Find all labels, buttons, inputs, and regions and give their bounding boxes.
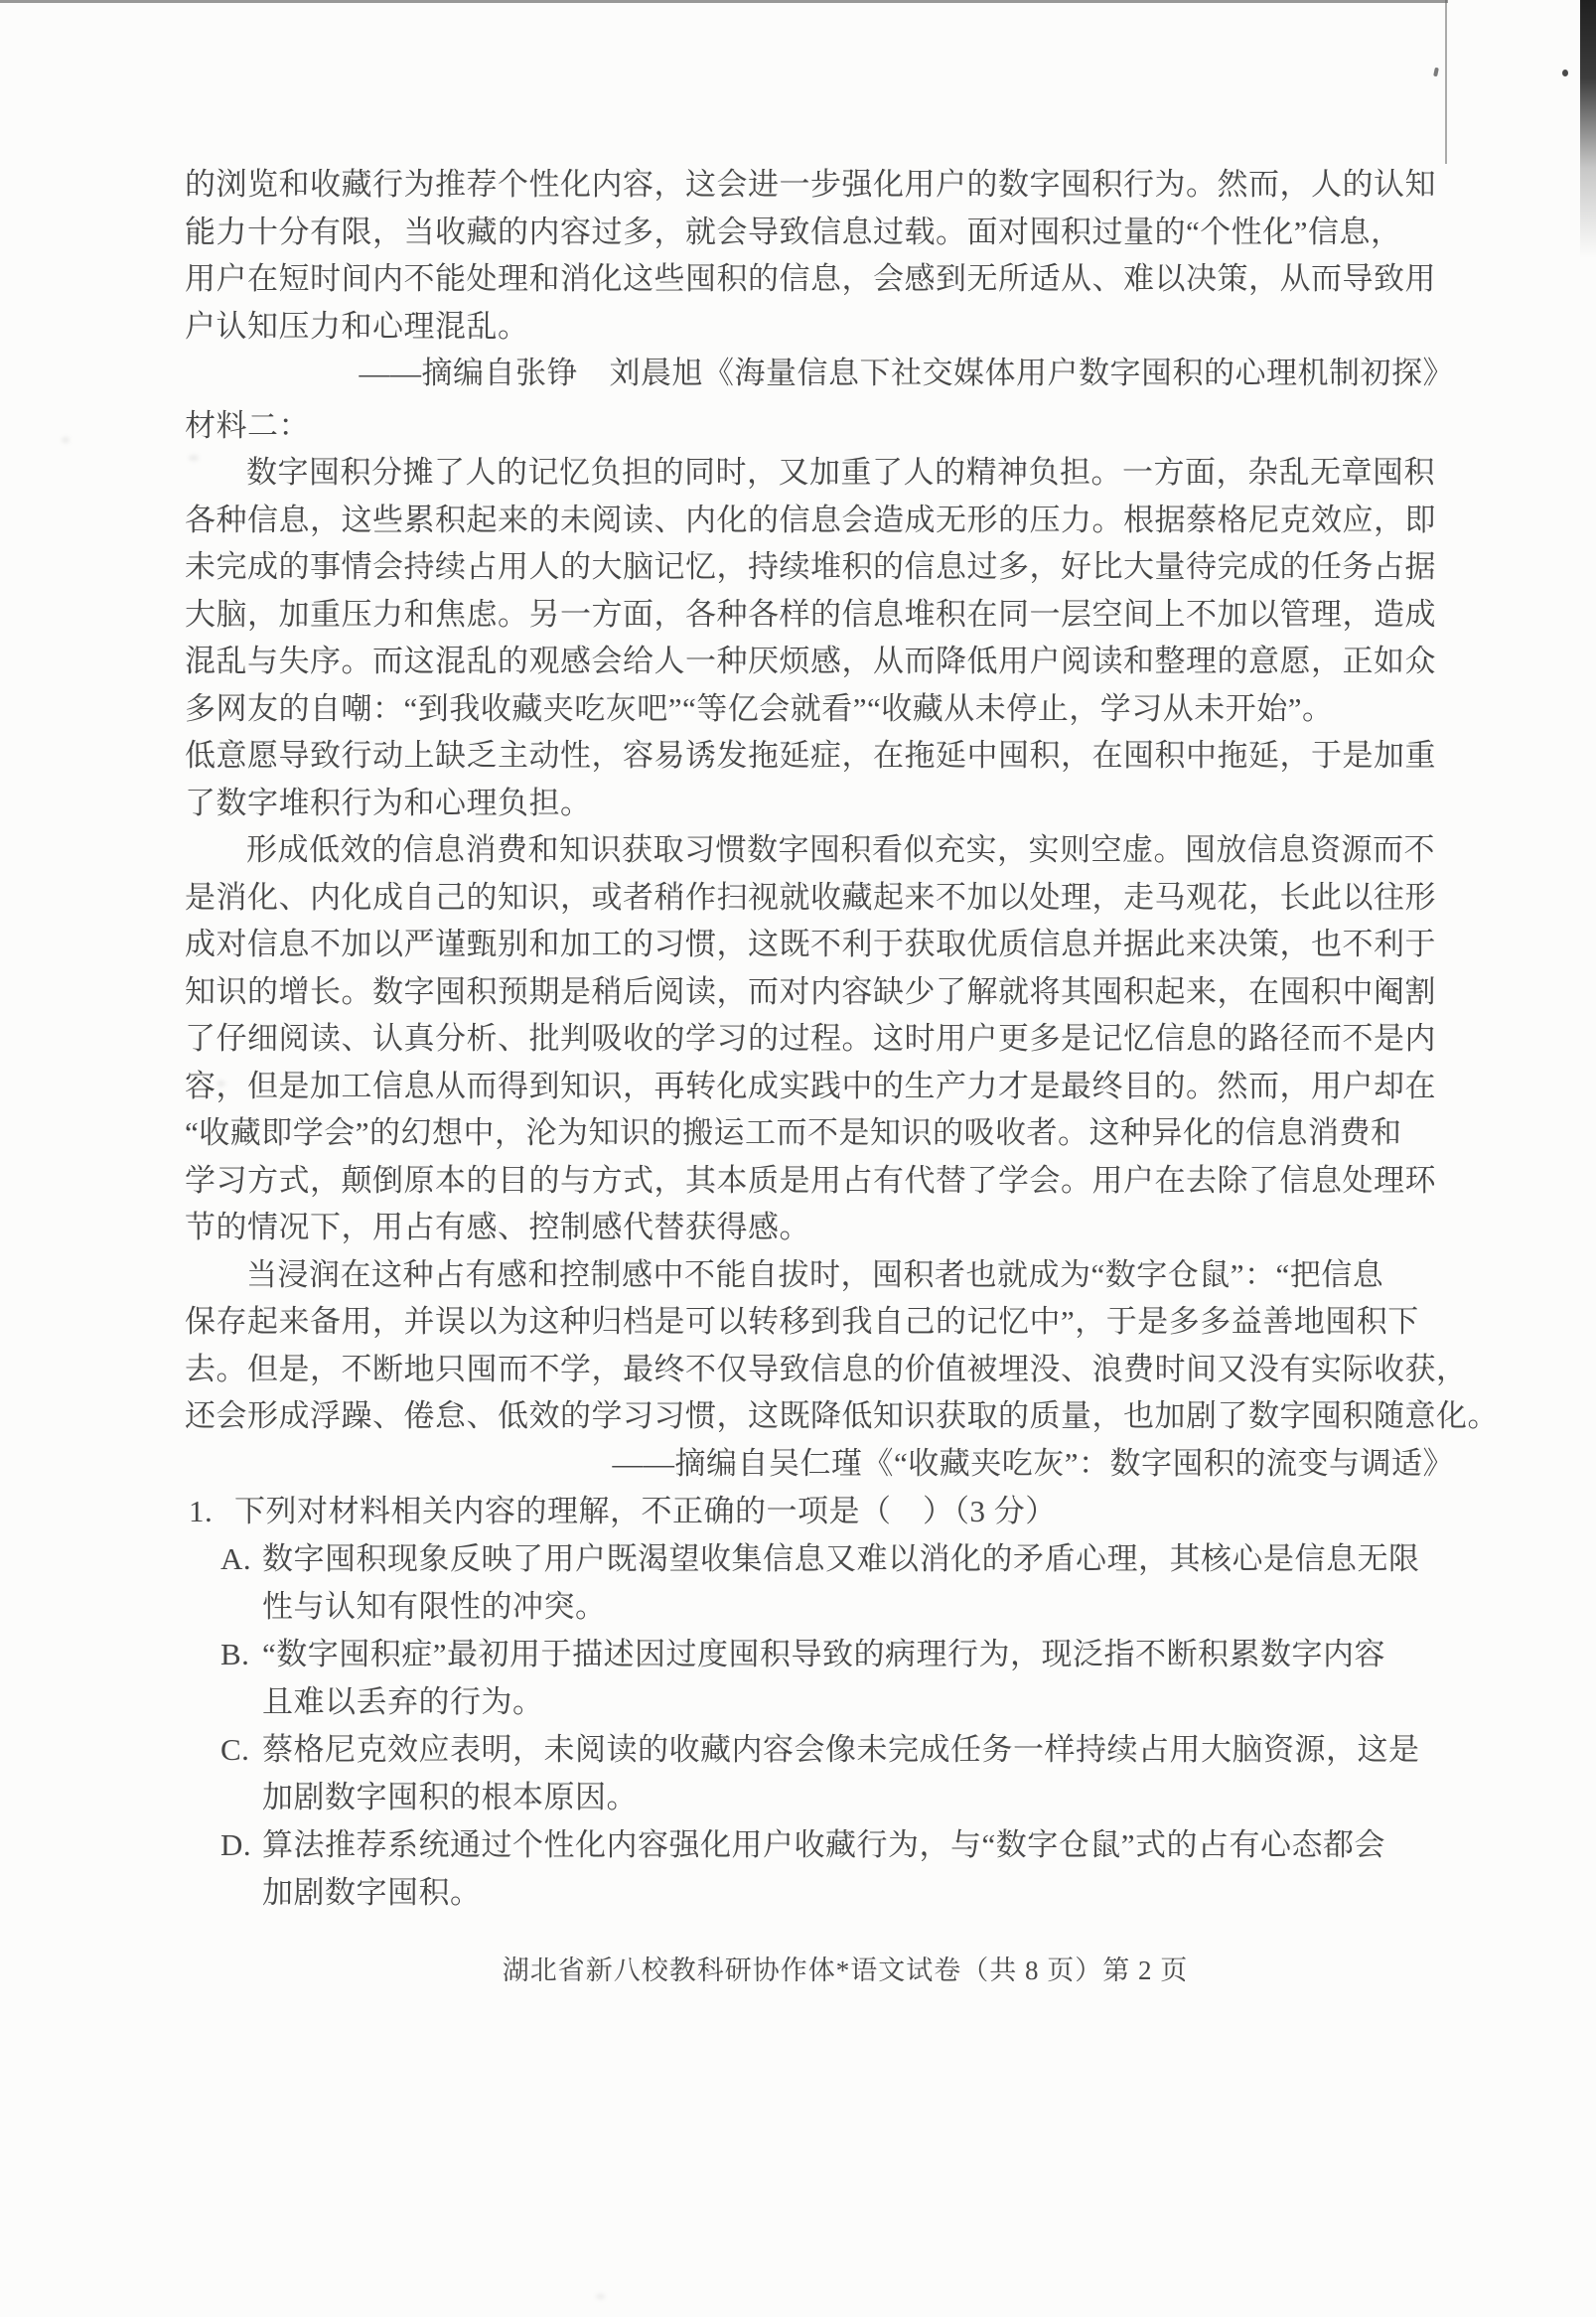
text-line: 低意愿导致行动上缺乏主动性，容易诱发拖延症，在拖延中囤积，在囤积中拖延，于是加重 (185, 738, 1436, 773)
text-line: 去。但是，不断地只囤而不学，最终不仅导致信息的价值被埋没、浪费时间又没有实际收获， (185, 1351, 1468, 1386)
text-line: 知识的增长。数字囤积预期是稍后阅读，而对内容缺少了解就将其囤积起来，在囤积中阉割 (185, 973, 1436, 1009)
text-line: 加剧数字囤积。 (262, 1875, 482, 1910)
option-b (220, 1631, 1454, 1726)
scan-artifact-top-line (0, 0, 1448, 3)
option-text (262, 1821, 1385, 1917)
text-line: 是消化、内化成自己的知识，或者稍作扫视就收藏起来不加以处理，走马观花，长此以往形 (185, 879, 1436, 915)
material-1-continuation (185, 161, 1454, 397)
text-line: 各种信息，这些累积起来的未阅读、内化的信息会造成无形的压力。根据蔡格尼克效应，即 (185, 502, 1436, 537)
text-line: 数字囤积现象反映了用户既渴望收集信息又难以消化的矛盾心理，其核心是信息无限 (262, 1541, 1420, 1576)
text-line: 了仔细阅读、认真分析、批判吸收的学习的过程。这时用户更多是记忆信息的路径而不是内 (185, 1021, 1436, 1056)
text-line: 蔡格尼克效应表明，未阅读的收藏内容会像未完成任务一样持续占用大脑资源，这是 (262, 1732, 1420, 1767)
text-line: 算法推荐系统通过个性化内容强化用户收藏行为，与“数字仓鼠”式的占有心态都会 (262, 1827, 1386, 1862)
text-line: 的浏览和收藏行为推荐个性化内容，这会进一步强化用户的数字囤积行为。然而，人的认知 (185, 167, 1436, 202)
option-a (220, 1535, 1454, 1631)
scan-artifact-dot (1433, 68, 1439, 77)
material-2-heading: 材料二： (185, 407, 310, 443)
text-line: 未完成的事情会持续占用人的大脑记忆，持续堆积的信息过多，好比大量待完成的任务占据 (185, 549, 1436, 584)
source-attribution: ——摘编自张铮 刘晨旭《海量信息下社交媒体用户数字囤积的心理机制初探》 (359, 356, 1454, 390)
question-stem-row (185, 1488, 1454, 1535)
text-line: 当浸润在这种占有感和控制感中不能自拔时，囤积者也就成为“数字仓鼠”：“把信息 (246, 1256, 1384, 1292)
scan-artifact-speck (596, 2294, 605, 2299)
option-text (262, 1631, 1385, 1726)
material-2-paragraph-1 (185, 449, 1454, 826)
text-line: 节的情况下，用占有感、控制感代替获得感。 (185, 1210, 810, 1244)
option-label: A. (220, 1541, 252, 1576)
text-line: 形成低效的信息消费和知识获取习惯数字囤积看似充实，实则空虚。囤放信息资源而不 (246, 832, 1435, 867)
text-line: “收藏即学会”的幻想中，沦为知识的搬运工而不是知识的吸收者。这种异化的信息消费和 (185, 1115, 1402, 1150)
text-line: 大脑，加重压力和焦虑。另一方面，各种各样的信息堆积在同一层空间上不加以管理，造成 (185, 596, 1436, 632)
text-line: 数字囤积分摊了人的记忆负担的同时，又加重了人的精神负担。一方面，杂乱无章囤积 (246, 455, 1435, 490)
text-line: 混乱与失序。而这混乱的观感会给人一种厌烦感，从而降低用户阅读和整理的意愿，正如众 (185, 644, 1436, 678)
option-d (220, 1821, 1454, 1917)
scan-artifact-dot (1562, 70, 1568, 76)
material-2 (185, 402, 1499, 1488)
option-label: C. (220, 1732, 250, 1767)
question-stem: 下列对材料相关内容的理解，不正确的一项是（ ）（3 分） (234, 1494, 1057, 1528)
option-c (220, 1726, 1454, 1821)
material-2-paragraph-2 (185, 826, 1454, 1251)
text-line: 用户在短时间内不能处理和消化这些囤积的信息，会感到无所适从、难以决策，从而导致用 (185, 261, 1436, 296)
text-line: 多网友的自嘲：“到我收藏夹吃灰吧”“等亿会就看”“收藏从未停止，学习从未开始”。 (185, 690, 1334, 726)
question-options (185, 1535, 1454, 1917)
option-label: B. (220, 1637, 250, 1671)
text-line: 成对信息不加以严谨甄别和加工的习惯，这既不利于获取优质信息并据此来决策，也不利于 (185, 927, 1436, 961)
scan-artifact-vertical-line (1445, 0, 1447, 164)
text-line: 学习方式，颠倒原本的目的与方式，其本质是用占有代替了学会。用户在去除了信息处理环 (185, 1162, 1436, 1198)
scan-artifact-speck (62, 437, 70, 443)
text-line: “数字囤积症”最初用于描述因过度囤积导致的病理行为，现泛指不断积累数字内容 (262, 1637, 1386, 1671)
scan-artifact-edge-shadow (1580, 0, 1596, 258)
text-line: 保存起来备用，并误以为这种归档是可以转移到我自己的记忆中”，于是多多益善地囤积下 (185, 1304, 1419, 1339)
text-line: 容，但是加工信息从而得到知识，再转化成实践中的生产力才是最终目的。然而，用户却在 (185, 1068, 1436, 1103)
option-text (262, 1535, 1420, 1631)
page-footer: 湖北省新八校教科研协作体*语文试卷（共 8 页）第 2 页 (502, 1955, 1189, 1985)
text-line: 户认知压力和心理混乱。 (185, 308, 529, 344)
text-line: 性与认知有限性的冲突。 (262, 1589, 607, 1624)
option-label: D. (220, 1827, 252, 1862)
text-line: 能力十分有限，当收藏的内容过多，就会导致信息过载。面对囤积过量的“个性化”信息， (185, 214, 1402, 249)
option-text (262, 1726, 1420, 1821)
question-1 (185, 1488, 1454, 1917)
text-line: 且难以丢弃的行为。 (262, 1684, 544, 1719)
text-line: 加剧数字囤积的根本原因。 (262, 1780, 638, 1814)
material-2-paragraph-3 (185, 1251, 1499, 1440)
source-attribution: ——摘编自吴仁瑾《“收藏夹吃灰”：数字囤积的流变与调适》 (612, 1445, 1454, 1481)
text-line: 还会形成浮躁、倦怠、低效的学习习惯，这既降低知识获取的质量，也加剧了数字囤积随意化。 (185, 1398, 1499, 1433)
page-body (185, 161, 1499, 1917)
question-number: 1. (189, 1494, 214, 1528)
text-line: 了数字堆积行为和心理负担。 (185, 785, 592, 820)
